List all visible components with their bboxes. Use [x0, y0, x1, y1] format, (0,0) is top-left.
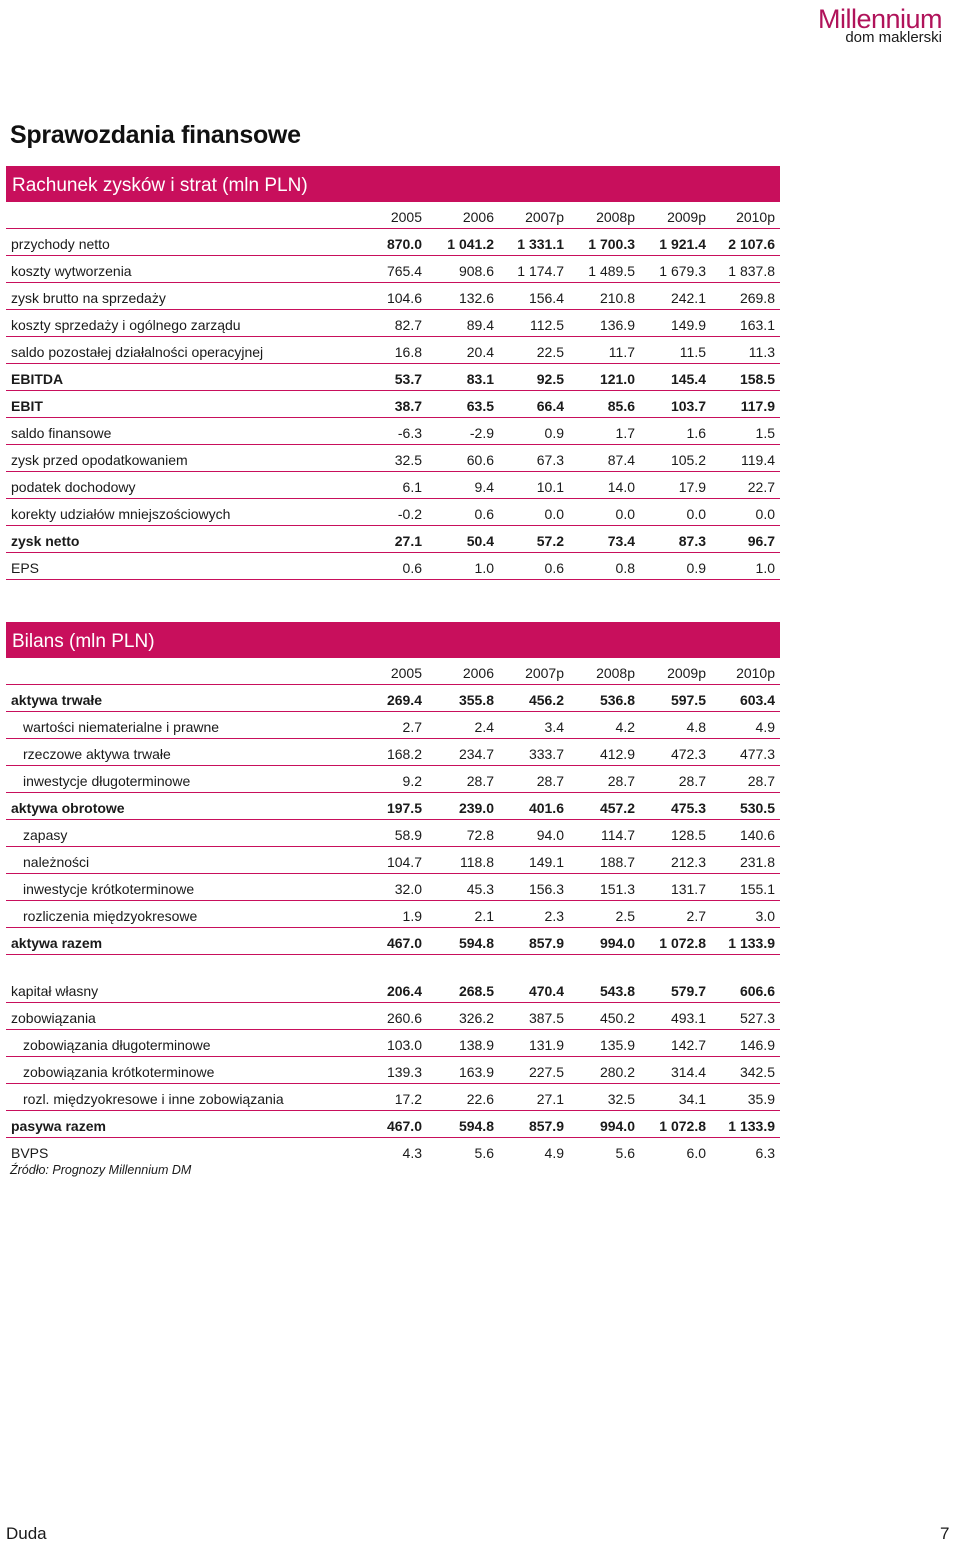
cell-value: 87.3 [678, 533, 706, 549]
cell-value: 92.5 [536, 371, 564, 387]
table-row [6, 793, 780, 820]
cell-value: 4.3 [402, 1145, 422, 1161]
table-row [6, 472, 780, 499]
table-row [6, 391, 780, 418]
cell-value: 4.9 [544, 1145, 564, 1161]
cell-value: 32.5 [394, 452, 422, 468]
cell-value: 32.0 [394, 881, 422, 897]
table-row [6, 310, 780, 337]
row-label: kapitał własny [11, 983, 99, 999]
cell-value: 765.4 [386, 263, 422, 279]
cell-value: 493.1 [670, 1010, 706, 1026]
cell-value: 2.5 [615, 908, 635, 924]
cell-value: 22.7 [747, 479, 775, 495]
cell-value: 34.1 [678, 1091, 706, 1107]
row-label: korekty udziałów mniejszościowych [11, 506, 231, 522]
cell-value: 103.0 [386, 1037, 422, 1053]
cell-value: 412.9 [599, 746, 635, 762]
cell-value: 597.5 [670, 692, 706, 708]
cell-value: 156.4 [528, 290, 564, 306]
cell-value: 2.1 [474, 908, 494, 924]
cell-value: 467.0 [386, 1118, 422, 1134]
cell-value: 1 837.8 [728, 263, 775, 279]
cell-value: 163.9 [458, 1064, 494, 1080]
cell-value: 104.6 [386, 290, 422, 306]
table-row [6, 1003, 780, 1030]
cell-value: 27.1 [394, 533, 422, 549]
cell-value: 1 679.3 [659, 263, 706, 279]
cell-value: 32.5 [607, 1091, 635, 1107]
cell-value: 1 133.9 [728, 1118, 775, 1134]
table-row [6, 499, 780, 526]
cell-value: 234.7 [458, 746, 494, 762]
cell-value: 22.6 [466, 1091, 494, 1107]
row-label: zysk netto [11, 533, 80, 549]
cell-value: 269.4 [386, 692, 422, 708]
table-row [6, 1111, 780, 1138]
cell-value: 456.2 [528, 692, 564, 708]
row-label: należności [23, 854, 90, 870]
year-header: 2008p [596, 665, 635, 681]
cell-value: 457.2 [599, 800, 635, 816]
year-header: 2007p [525, 209, 564, 225]
cell-value: 149.1 [528, 854, 564, 870]
cell-value: 11.3 [748, 344, 775, 360]
cell-value: 260.6 [386, 1010, 422, 1026]
cell-value: 857.9 [528, 1118, 564, 1134]
cell-value: 994.0 [599, 935, 635, 951]
row-label: aktywa trwałe [11, 692, 103, 708]
cell-value: 280.2 [599, 1064, 635, 1080]
income-statement-header: Rachunek zysków i strat (mln PLN) [6, 166, 780, 202]
year-header: 2006 [462, 209, 494, 225]
cell-value: 146.9 [739, 1037, 775, 1053]
cell-value: 212.3 [670, 854, 706, 870]
cell-value: 197.5 [386, 800, 422, 816]
cell-value: 87.4 [607, 452, 635, 468]
cell-value: 0.9 [686, 560, 706, 576]
cell-value: 158.5 [739, 371, 775, 387]
cell-value: 0.6 [474, 506, 494, 522]
row-label: zobowiązania długoterminowe [23, 1037, 211, 1053]
balance-sheet-table [6, 622, 780, 1165]
cell-value: 3.0 [755, 908, 775, 924]
cell-value: 2.7 [402, 719, 422, 735]
table-row [6, 901, 780, 928]
cell-value: 163.1 [739, 317, 775, 333]
row-label: przychody netto [11, 236, 110, 252]
cell-value: 1.9 [402, 908, 422, 924]
cell-value: 112.5 [530, 317, 564, 333]
year-header: 2010p [736, 665, 775, 681]
cell-value: 4.2 [615, 719, 635, 735]
cell-value: 470.4 [528, 983, 564, 999]
cell-value: 355.8 [458, 692, 494, 708]
cell-value: 89.4 [466, 317, 494, 333]
cell-value: 314.4 [670, 1064, 706, 1080]
logo-subtitle: dom maklerski [845, 29, 942, 46]
cell-value: 477.3 [739, 746, 775, 762]
cell-value: 1 489.5 [588, 263, 635, 279]
cell-value: 103.7 [670, 398, 706, 414]
row-label: koszty wytworzenia [11, 263, 132, 279]
cell-value: 104.7 [386, 854, 422, 870]
cell-value: 231.8 [739, 854, 775, 870]
cell-value: 135.9 [599, 1037, 635, 1053]
year-header: 2005 [390, 209, 422, 225]
row-label: saldo finansowe [11, 425, 112, 441]
cell-value: 73.4 [607, 533, 635, 549]
cell-value: 2.7 [686, 908, 706, 924]
cell-value: 58.9 [394, 827, 422, 843]
row-label: zysk brutto na sprzedaży [11, 290, 166, 306]
cell-value: 1 700.3 [588, 236, 635, 252]
cell-value: 3.4 [544, 719, 564, 735]
table-row [6, 364, 780, 391]
row-label: podatek dochodowy [11, 479, 136, 495]
cell-value: 136.9 [599, 317, 635, 333]
cell-value: 472.3 [670, 746, 706, 762]
cell-value: 85.6 [607, 398, 635, 414]
table-row [6, 553, 780, 580]
cell-value: 60.6 [466, 452, 494, 468]
row-label: EBITDA [11, 371, 64, 387]
cell-value: 27.1 [536, 1091, 564, 1107]
cell-value: 603.4 [739, 692, 775, 708]
cell-value: 155.1 [739, 881, 775, 897]
cell-value: 132.6 [458, 290, 494, 306]
year-header: 2005 [390, 665, 422, 681]
table-row [6, 847, 780, 874]
cell-value: 57.2 [536, 533, 564, 549]
cell-value: 6.1 [402, 479, 422, 495]
row-label: inwestycje długoterminowe [23, 773, 191, 789]
table-row [6, 526, 780, 553]
cell-value: 131.9 [528, 1037, 564, 1053]
cell-value: 1 072.8 [659, 935, 706, 951]
cell-value: 5.6 [474, 1145, 494, 1161]
cell-value: 121.0 [599, 371, 635, 387]
cell-value: 105.2 [670, 452, 706, 468]
cell-value: 450.2 [599, 1010, 635, 1026]
cell-value: 14.0 [607, 479, 635, 495]
cell-value: 63.5 [466, 398, 494, 414]
cell-value: 149.9 [670, 317, 706, 333]
cell-value: 4.9 [755, 719, 775, 735]
cell-value: 1 331.1 [517, 236, 564, 252]
cell-value: 138.9 [458, 1037, 494, 1053]
cell-value: 475.3 [670, 800, 706, 816]
year-header: 2008p [596, 209, 635, 225]
cell-value: 11.5 [679, 344, 706, 360]
balance-year-header-row [6, 658, 780, 685]
cell-value: 168.2 [386, 746, 422, 762]
year-header: 2007p [525, 665, 564, 681]
millennium-logo [752, 0, 960, 50]
cell-value: 28.7 [747, 773, 775, 789]
cell-value: 2 107.6 [728, 236, 775, 252]
cell-value: 527.3 [739, 1010, 775, 1026]
footer-author: Duda [6, 1524, 47, 1543]
cell-value: 0.9 [544, 425, 564, 441]
cell-value: 227.5 [528, 1064, 564, 1080]
cell-value: 908.6 [458, 263, 494, 279]
cell-value: 1.7 [615, 425, 635, 441]
cell-value: 606.6 [739, 983, 775, 999]
source-note: Źródło: Prognozy Millennium DM [10, 1163, 192, 1177]
table-row [6, 685, 780, 712]
cell-value: 239.0 [458, 800, 494, 816]
balance-sheet-header: Bilans (mln PLN) [6, 622, 780, 658]
row-label: koszty sprzedaży i ogólnego zarządu [11, 317, 241, 333]
cell-value: 9.4 [474, 479, 494, 495]
cell-value: 536.8 [599, 692, 635, 708]
cell-value: 210.8 [599, 290, 635, 306]
cell-value: 17.9 [678, 479, 706, 495]
cell-value: 0.6 [544, 560, 564, 576]
cell-value: 994.0 [599, 1118, 635, 1134]
cell-value: 22.5 [536, 344, 564, 360]
row-label: zapasy [23, 827, 68, 843]
row-label: rozl. międzyokresowe i inne zobowiązania [23, 1091, 284, 1107]
row-label: zobowiązania [11, 1010, 96, 1026]
table-row [6, 229, 780, 256]
cell-value: 1.5 [755, 425, 775, 441]
cell-value: 326.2 [458, 1010, 494, 1026]
cell-value: 594.8 [458, 1118, 494, 1134]
table-row [6, 766, 780, 793]
cell-value: 6.3 [755, 1145, 775, 1161]
row-label: saldo pozostałej działalności operacyjnej [11, 344, 264, 360]
table-row [6, 1030, 780, 1057]
year-header: 2009p [667, 665, 706, 681]
year-header: 2010p [736, 209, 775, 225]
cell-value: 4.8 [686, 719, 706, 735]
cell-value: 1.0 [755, 560, 775, 576]
cell-value: 20.4 [466, 344, 494, 360]
cell-value: 0.0 [615, 506, 635, 522]
cell-value: 117.9 [740, 398, 775, 414]
cell-value: 579.7 [670, 983, 706, 999]
cell-value: 35.9 [747, 1091, 775, 1107]
table-row [6, 337, 780, 364]
cell-value: 0.0 [686, 506, 706, 522]
cell-value: 16.8 [394, 344, 422, 360]
cell-value: 96.7 [747, 533, 775, 549]
page-title: Sprawozdania finansowe [10, 121, 301, 149]
cell-value: 467.0 [386, 935, 422, 951]
cell-value: 387.5 [528, 1010, 564, 1026]
row-label: pasywa razem [11, 1118, 106, 1134]
cell-value: 342.5 [739, 1064, 775, 1080]
cell-value: 1 921.4 [659, 236, 706, 252]
cell-value: 2.4 [474, 719, 494, 735]
row-label: rzeczowe aktywa trwałe [23, 746, 171, 762]
cell-value: 67.3 [536, 452, 564, 468]
table-row [6, 1084, 780, 1111]
table-row [6, 928, 780, 955]
cell-value: 333.7 [528, 746, 564, 762]
cell-value: 17.2 [394, 1091, 422, 1107]
cell-value: 94.0 [536, 827, 564, 843]
cell-value: -0.2 [397, 506, 422, 522]
cell-value: 543.8 [599, 983, 635, 999]
row-label: aktywa razem [11, 935, 103, 951]
cell-value: 128.5 [670, 827, 706, 843]
table-row [6, 976, 780, 1003]
income-year-header-row [6, 202, 780, 229]
cell-value: 82.7 [394, 317, 422, 333]
cell-value: 1 072.8 [659, 1118, 706, 1134]
table-row [6, 283, 780, 310]
row-label: rozliczenia międzyokresowe [23, 908, 198, 924]
income-statement-table [6, 166, 780, 580]
cell-value: 38.7 [394, 398, 422, 414]
cell-value: 0.0 [755, 506, 775, 522]
cell-value: 28.7 [536, 773, 564, 789]
cell-value: 151.3 [599, 881, 635, 897]
row-label: BVPS [11, 1145, 49, 1161]
row-label: aktywa obrotowe [11, 800, 125, 816]
table-row [6, 874, 780, 901]
cell-value: -2.9 [469, 425, 494, 441]
cell-value: 1 174.7 [517, 263, 564, 279]
table-gap [6, 955, 780, 976]
cell-value: 118.8 [460, 854, 494, 870]
cell-value: 28.7 [607, 773, 635, 789]
cell-value: 145.4 [670, 371, 706, 387]
table-row [6, 739, 780, 766]
cell-value: 206.4 [386, 983, 422, 999]
cell-value: 0.0 [544, 506, 564, 522]
table-row [6, 256, 780, 283]
cell-value: 9.2 [402, 773, 422, 789]
cell-value: 1 041.2 [447, 236, 494, 252]
row-label: EBIT [11, 398, 43, 414]
cell-value: 188.7 [599, 854, 635, 870]
cell-value: 870.0 [386, 236, 422, 252]
cell-value: 5.6 [615, 1145, 635, 1161]
cell-value: 6.0 [686, 1145, 706, 1161]
cell-value: 268.5 [458, 983, 494, 999]
row-label: zysk przed opodatkowaniem [11, 452, 188, 468]
cell-value: 530.5 [739, 800, 775, 816]
cell-value: 114.7 [601, 827, 635, 843]
table-row [6, 1057, 780, 1084]
cell-value: 1 133.9 [728, 935, 775, 951]
cell-value: 139.3 [386, 1064, 422, 1080]
year-header: 2009p [667, 209, 706, 225]
cell-value: 156.3 [528, 881, 564, 897]
row-label: inwestycje krótkoterminowe [23, 881, 195, 897]
cell-value: 11.7 [608, 344, 635, 360]
cell-value: 131.7 [670, 881, 706, 897]
cell-value: -6.3 [397, 425, 422, 441]
table-row [6, 418, 780, 445]
cell-value: 594.8 [458, 935, 494, 951]
cell-value: 119.4 [741, 452, 775, 468]
table-row [6, 445, 780, 472]
cell-value: 45.3 [466, 881, 494, 897]
table-row [6, 820, 780, 847]
cell-value: 72.8 [466, 827, 494, 843]
page-number: 7 [940, 1524, 950, 1543]
cell-value: 53.7 [394, 371, 422, 387]
cell-value: 269.8 [739, 290, 775, 306]
logo-name: Millennium [817, 4, 942, 34]
cell-value: 28.7 [678, 773, 706, 789]
cell-value: 66.4 [536, 398, 564, 414]
cell-value: 2.3 [544, 908, 564, 924]
table-row [6, 1138, 780, 1165]
year-header: 2006 [462, 665, 494, 681]
cell-value: 83.1 [466, 371, 494, 387]
row-label: wartości niematerialne i prawne [23, 719, 220, 735]
cell-value: 50.4 [466, 533, 494, 549]
cell-value: 140.6 [739, 827, 775, 843]
cell-value: 28.7 [466, 773, 494, 789]
cell-value: 242.1 [670, 290, 706, 306]
row-label: zobowiązania krótkoterminowe [23, 1064, 215, 1080]
cell-value: 10.1 [536, 479, 564, 495]
cell-value: 0.8 [615, 560, 635, 576]
row-label: EPS [11, 560, 40, 576]
cell-value: 0.6 [402, 560, 422, 576]
cell-value: 857.9 [528, 935, 564, 951]
table-row [6, 712, 780, 739]
cell-value: 142.7 [670, 1037, 706, 1053]
cell-value: 401.6 [528, 800, 564, 816]
cell-value: 1.0 [474, 560, 494, 576]
cell-value: 1.6 [686, 425, 706, 441]
